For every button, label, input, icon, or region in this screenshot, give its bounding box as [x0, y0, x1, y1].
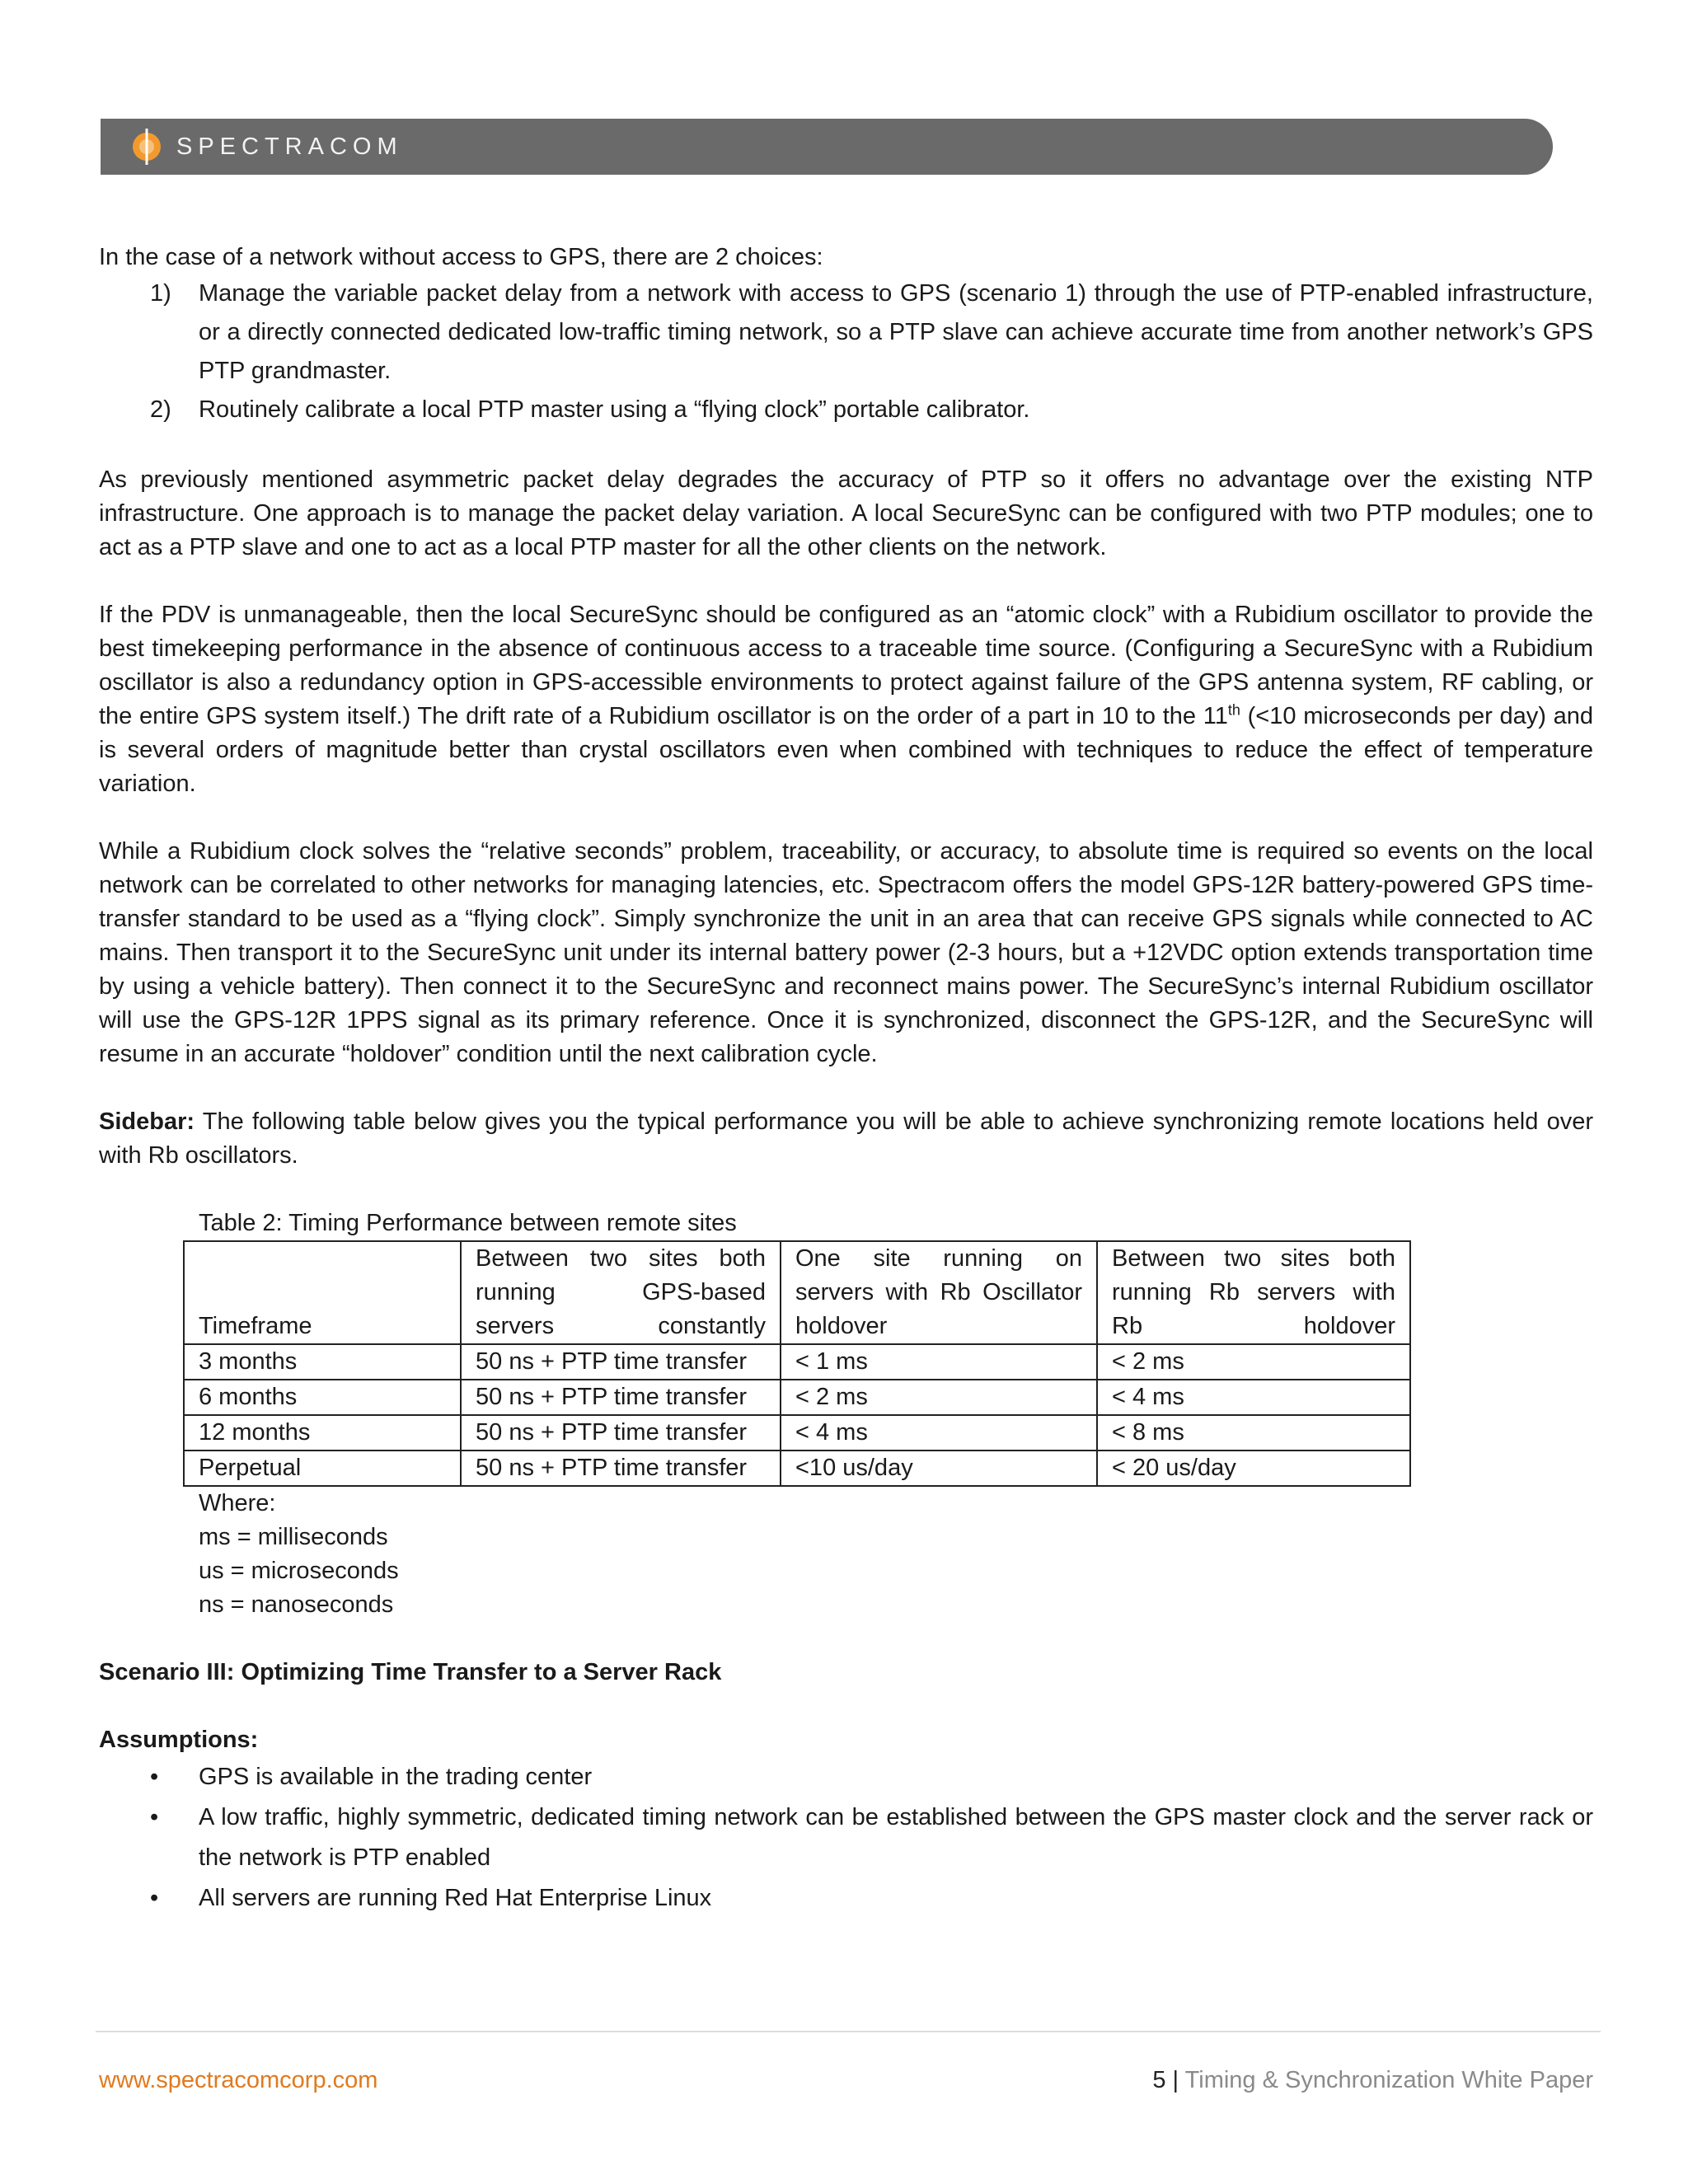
list-item	[99, 1878, 1593, 1919]
sidebar-paragraph	[99, 1105, 1593, 1173]
list-number: 1)	[150, 280, 171, 307]
page-number: 5	[1152, 2067, 1166, 2093]
document-body	[99, 241, 1593, 1919]
table-header-cell: Between two sites both running Rb servers with Rb holdover	[1097, 1241, 1410, 1344]
table-cell: 6 months	[184, 1380, 461, 1415]
table-header-cell: Timeframe	[184, 1241, 461, 1344]
table-row	[184, 1344, 1410, 1380]
list-text: Manage the variable packet delay from a network with access to GPS (scenario 1) through the use of PTP-enabled infrastructure, or a directly connected dedicated low-traffic timing network, so a PTP slave can achieve accurate time from another network’s GPS PTP grandmaster.	[199, 280, 1593, 384]
table-cell: 50 ns + PTP time transfer	[461, 1415, 781, 1451]
list-text: Routinely calibrate a local PTP master using a “flying clock” portable calibrator.	[199, 396, 1030, 423]
table-row	[184, 1380, 1410, 1415]
list-item	[99, 1797, 1593, 1878]
spectracom-logo-icon	[130, 127, 163, 166]
performance-table-block	[183, 1207, 1409, 1487]
legend-line: ns = nanoseconds	[199, 1591, 394, 1618]
table-cell: Perpetual	[184, 1451, 461, 1486]
sidebar-label: Sidebar:	[99, 1108, 195, 1135]
assumptions-list	[99, 1757, 1593, 1919]
table-cell: < 4 ms	[781, 1415, 1097, 1451]
table-cell: 50 ns + PTP time transfer	[461, 1344, 781, 1380]
list-item	[99, 391, 1593, 429]
list-text: GPS is available in the trading center	[199, 1764, 593, 1790]
document-title: Timing & Synchronization White Paper	[1184, 2067, 1593, 2093]
table-cell: < 1 ms	[781, 1344, 1097, 1380]
table-cell: < 20 us/day	[1097, 1451, 1410, 1486]
table-row	[184, 1451, 1410, 1486]
paragraph-ptp-asymmetry: As previously mentioned asymmetric packet delay degrades the accuracy of PTP so it offers no advantage over the existing NTP infrastructure. One approach is to manage the packet delay variation. A local SecureSync can be configured with two PTP modules; one to act as a PTP slave and one to act as a local PTP master for all the other clients on the network.	[99, 466, 1593, 560]
footer-divider	[96, 2031, 1601, 2032]
bullet-icon: •	[150, 1764, 159, 1790]
intro-text: In the case of a network without access to GPS, there are 2 choices:	[99, 244, 823, 270]
table-caption: Table 2: Timing Performance between remote sites	[199, 1210, 737, 1236]
table-cell: 50 ns + PTP time transfer	[461, 1451, 781, 1486]
table-cell: 3 months	[184, 1344, 461, 1380]
footer-page-info	[1152, 2067, 1593, 2094]
footer-website-link[interactable]: www.spectracomcorp.com	[99, 2067, 378, 2093]
table-cell: 12 months	[184, 1415, 461, 1451]
table-cell: 50 ns + PTP time transfer	[461, 1380, 781, 1415]
superscript: th	[1227, 701, 1240, 719]
list-number: 2)	[150, 396, 171, 423]
assumptions-heading: Assumptions:	[99, 1727, 259, 1753]
choices-list	[99, 274, 1593, 429]
legend-line: us = microseconds	[199, 1558, 399, 1584]
list-text: All servers are running Red Hat Enterprise Linux	[199, 1885, 712, 1911]
table-cell: < 2 ms	[1097, 1344, 1410, 1380]
list-text: A low traffic, highly symmetric, dedicated timing network can be established between the GPS master clock and the server rack or the network is PTP enabled	[199, 1804, 1593, 1871]
list-item	[99, 274, 1593, 391]
brand-name: SPECTRACOM	[176, 133, 403, 160]
bullet-icon: •	[150, 1804, 159, 1830]
header-banner	[101, 119, 1553, 175]
sidebar-text: The following table below gives you the typical performance you will be able to achieve synchronizing remote locations held over with Rb oscillators.	[99, 1108, 1593, 1169]
legend-line: ms = milliseconds	[199, 1524, 388, 1550]
paragraph-flying-clock: While a Rubidium clock solves the “relative seconds” problem, traceability, or accuracy, to absolute time is required so events on the local network can be correlated to other networks for managing latencies, etc. Spectracom offers the model GPS-12R battery-powered GPS time-transfer standard to be used as a “flying clock”. Simply synchronize the unit in an area that can receive GPS signals while connected to AC mains. Then transport it to the SecureSync unit under its internal battery power (2-3 hours, but a +12VDC option extends transportation time by using a vehicle battery). Then connect it to the SecureSync and reconnect mains power. The SecureSync’s internal Rubidium oscillator will use the GPS-12R 1PPS signal as its primary reference. Once it is synchronized, disconnect the GPS-12R, and the SecureSync will resume in an accurate “holdover” condition until the next calibration cycle.	[99, 838, 1593, 1067]
table-header-cell: One site running on servers with Rb Oscillator holdover	[781, 1241, 1097, 1344]
legend-line: Where:	[199, 1490, 276, 1516]
table-cell: < 4 ms	[1097, 1380, 1410, 1415]
table-cell: <10 us/day	[781, 1451, 1097, 1486]
performance-table	[183, 1240, 1411, 1487]
table-row	[184, 1415, 1410, 1451]
units-legend	[99, 1487, 1593, 1622]
list-item	[99, 1757, 1593, 1797]
table-cell: < 8 ms	[1097, 1415, 1410, 1451]
table-header-row	[184, 1241, 1410, 1344]
table-header-cell: Between two sites both running GPS-based servers constantly	[461, 1241, 781, 1344]
footer-separator: |	[1165, 2067, 1185, 2093]
scenario-heading: Scenario III: Optimizing Time Transfer to a Server Rack	[99, 1659, 722, 1685]
paragraph-rubidium: If the PDV is unmanageable, then the local SecureSync should be configured as an “atomic clock” with a Rubidium oscillator to provide the best timekeeping performance in the absence of continuous access to a traceable time source. (Configuring a SecureSync with a Rubidium oscillator is also a redundancy option in GPS-accessible environments to protect against failure of the GPS antenna system, RF cabling, or the entire GPS system itself.) The drift rate of a Rubidium oscillator is on the order of a part in 10 to the 11th (<10 microseconds per day) and is several orders of magnitude better than crystal oscillators even when combined with techniques to reduce the effect of temperature variation.	[99, 602, 1593, 797]
table-cell: < 2 ms	[781, 1380, 1097, 1415]
bullet-icon: •	[150, 1885, 159, 1911]
